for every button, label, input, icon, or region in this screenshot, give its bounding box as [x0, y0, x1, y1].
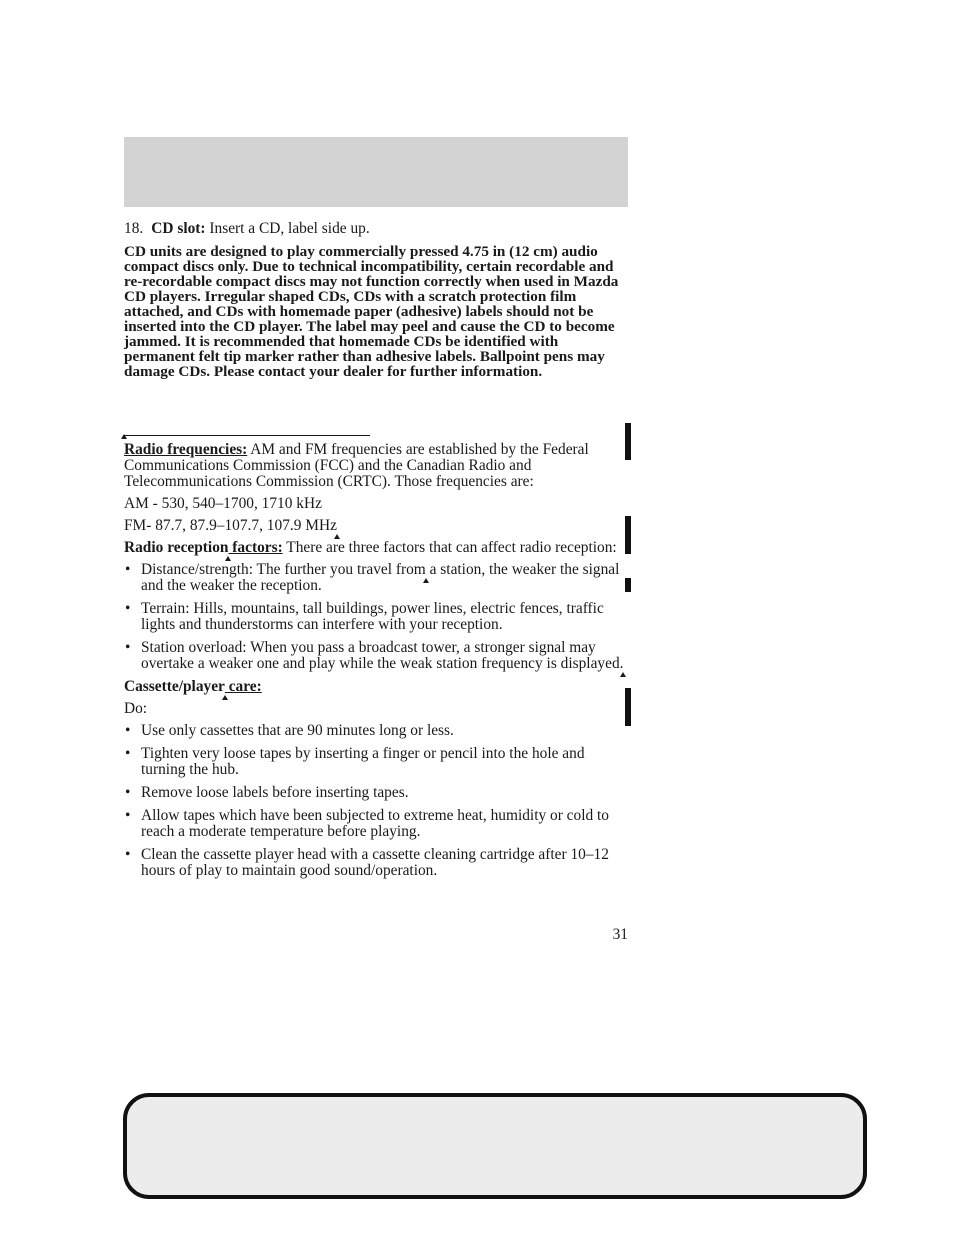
reception-text: There are three factors that can affect radio reception: [282, 539, 617, 556]
reception-list [124, 562, 630, 672]
do-label: Do: [124, 700, 148, 717]
cd-slot-label: CD slot: [151, 220, 206, 237]
cd-slot-item [124, 221, 630, 237]
radio-frequencies-paragraph [124, 442, 630, 490]
cd-warning: CD units are designed to play commercially pressed 4.75 in (12 cm) audio compact discs only. Due to technical incompatibility, certain recordable and re-recordable compact discs may not function correctly when used in Mazda CD players. Irregular shaped CDs, CDs with a scratch protection film attached, and CDs with homemade paper (adhesive) labels should not be inserted into the CD player. The label may peel and cause the CD to become jammed. It is recommended that homemade CDs be identified with permanent felt tip marker rather than adhesive labels. Ballpoint pens may damage CDs. Please contact your dealer for further information. [124, 243, 619, 380]
cd-section [124, 221, 630, 379]
cassette-heading [124, 679, 630, 695]
cassette-label-care: care: [224, 678, 262, 695]
reception-paragraph [124, 540, 630, 556]
reception-label-factors: factors: [228, 539, 283, 556]
list-item [124, 640, 630, 672]
change-bar [625, 516, 631, 554]
list-item: • Remove loose labels before inserting tapes. [124, 785, 630, 801]
list-item-text: Distance/strength: The further you travel from [141, 561, 426, 578]
list-item-text: Station overload: When you pass a broadcast tower, a stronger signal may overtake a weaker one and play while the weak station frequency is displayed. [141, 639, 624, 672]
am-frequencies: AM - 530, 540–1700, 1710 kHz [124, 495, 322, 512]
list-item: • Clean the cassette player head with a cassette cleaning cartridge after 10–12 hours of play to maintain good sound/operation. [124, 847, 630, 879]
change-bar [625, 423, 631, 460]
list-item-text-cont: a station, the weaker the signal and the weaker the reception. [141, 561, 620, 594]
list-item-text: Terrain: Hills, mountains, tall buildings, power lines, electric fences, traffic lights and thunderstorms can interfere with your reception. [141, 600, 604, 633]
list-item: • Tighten very loose tapes by inserting a finger or pencil into the hole and turning the hub. [124, 746, 630, 778]
header-band [124, 137, 628, 207]
radio-section [124, 442, 630, 886]
section-divider [124, 435, 370, 436]
page-number: 31 [612, 926, 628, 943]
reception-label: Radio reception [124, 539, 229, 556]
list-item [124, 601, 630, 633]
fm-frequencies: FM- 87.7, 87.9–107.7, 107.9 MHz [124, 517, 337, 534]
list-item: • Allow tapes which have been subjected to extreme heat, humidity or cold to reach a moderate temperature before playing. [124, 808, 630, 840]
item-number: 18. [124, 220, 144, 237]
radio-frequencies-text: AM and FM frequencies are established by the Federal Communications Commission (FCC) and the Canadian Radio and Telecommunications Commission (CRTC). Those frequencies are: [124, 441, 589, 490]
radio-frequencies-label: Radio frequencies: [124, 441, 248, 458]
change-bar [625, 688, 631, 726]
list-item: • Use only cassettes that are 90 minutes long or less. [124, 723, 630, 739]
cassette-label: Cassette/player [124, 678, 225, 695]
footer-box [123, 1093, 867, 1199]
cd-slot-text: Insert a CD, label side up. [209, 220, 370, 237]
list-item [124, 562, 630, 594]
change-bar [625, 578, 631, 592]
fm-frequencies-line [124, 518, 630, 534]
cassette-list [124, 723, 630, 879]
